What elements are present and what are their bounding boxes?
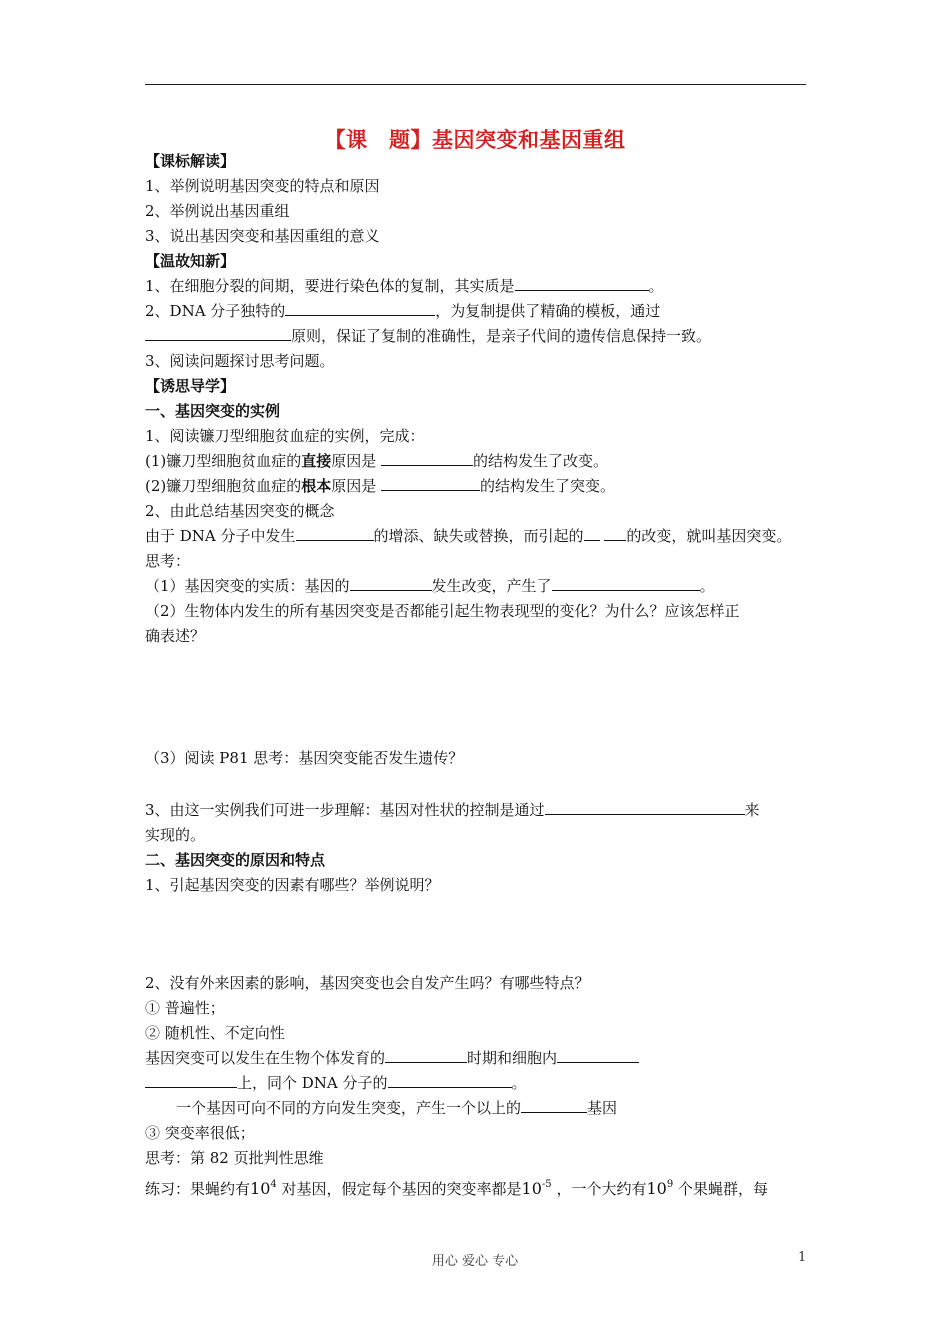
answer-blank	[604, 526, 626, 541]
answer-blank	[545, 800, 745, 815]
page-title: 【课 题】基因突变和基因重组	[324, 128, 626, 152]
paragraph: 2、没有外来因素的影响，基因突变也会自发产生吗？有哪些特点？	[145, 974, 590, 992]
standard-item-3: 3、说出基因突变和基因重组的意义	[145, 227, 380, 245]
answer-blank	[350, 576, 432, 591]
page-number: 1	[798, 1250, 807, 1265]
answer-blank	[381, 451, 473, 466]
answer-blank	[381, 476, 480, 491]
think-question-2-cont: 确表述？	[145, 627, 206, 645]
exercise: 练习：果蝇约有$10^4$ 对基因，假定每个基因的突变率都是$10^{-5}$ ，一个大约有$10^9$ 个果蝇群，每	[145, 1179, 768, 1198]
answer-blank	[584, 526, 600, 541]
paragraph: 实现的。	[145, 826, 206, 844]
paragraph: 3、由这一实例我们可进一步理解：基因对性状的控制是通过 来	[145, 801, 760, 819]
answer-blank	[296, 526, 374, 541]
paragraph: 上，同个 DNA 分子的 。	[145, 1073, 527, 1093]
answer-blank	[388, 1073, 512, 1088]
answer-blank	[145, 1073, 237, 1088]
footer-slogan: 用心 爱心 专心	[431, 1254, 519, 1269]
question-root-cause: (2)镰刀型细胞贫血症的根本原因是 的结构发生了突变。	[145, 477, 616, 495]
think-question-3: （3）阅读 P81 思考：基因突变能否发生遗传？	[145, 749, 464, 767]
paragraph: 思考：第 82 页批判性思维	[145, 1149, 324, 1167]
answer-blank	[385, 1048, 467, 1063]
standard-item-1: 1、举例说明基因突变的特点和原因	[145, 177, 380, 195]
answer-blank	[552, 576, 700, 591]
review-question-2: 2、DNA 分子独特的 ，为复制提供了精确的模板，通过	[145, 302, 661, 320]
header-rule	[145, 84, 806, 85]
standard-item-2: 2、举例说出基因重组	[145, 202, 290, 220]
section-heading-guided: 【诱思导学】	[145, 377, 236, 395]
paragraph: 1、阅读镰刀型细胞贫血症的实例，完成：	[145, 427, 425, 445]
feature-item: ② 随机性、不定向性	[145, 1024, 285, 1042]
think-question-1: （1）基因突变的实质：基因的 发生改变，产生了 。	[145, 577, 715, 595]
paragraph: 思考：	[145, 552, 191, 570]
review-question-2-cont: 原则，保证了复制的准确性，是亲子代间的遗传信息保持一致。	[145, 326, 711, 346]
subheading-causes: 二、基因突变的原因和特点	[145, 851, 326, 869]
answer-blank	[521, 1098, 587, 1113]
paragraph: 基因突变可以发生在生物个体发育的 时期和细胞内	[145, 1048, 639, 1068]
section-heading-standards: 【课标解读】	[145, 152, 236, 170]
mutation-definition: 由于 DNA 分子中发生 的增添、缺失或替换，而引起的 的改变，就叫基因突变。	[145, 527, 792, 545]
question-direct-cause: (1)镰刀型细胞贫血症的直接原因是 的结构发生了改变。	[145, 452, 609, 470]
paragraph: 一个基因可向不同的方向发生突变，产生一个以上的 基因	[176, 1099, 618, 1117]
feature-item: ③ 突变率很低；	[145, 1124, 255, 1142]
answer-blank	[557, 1048, 639, 1063]
feature-item: ① 普遍性；	[145, 999, 225, 1017]
answer-blank	[145, 326, 291, 341]
think-question-2: （2）生物体内发生的所有基因突变是否都能引起生物表现型的变化？为什么？应该怎样正	[145, 602, 740, 620]
paragraph: 1、引起基因突变的因素有哪些？举例说明？	[145, 876, 440, 894]
review-question-3: 3、阅读问题探讨思考问题。	[145, 352, 335, 370]
review-question-1: 1、在细胞分裂的间期，要进行染色体的复制，其实质是 。	[145, 277, 664, 295]
paragraph: 2、由此总结基因突变的概念	[145, 502, 335, 520]
answer-blank	[285, 301, 435, 316]
subheading-examples: 一、基因突变的实例	[145, 402, 281, 420]
section-heading-review: 【温故知新】	[145, 252, 236, 270]
answer-blank	[515, 276, 649, 291]
